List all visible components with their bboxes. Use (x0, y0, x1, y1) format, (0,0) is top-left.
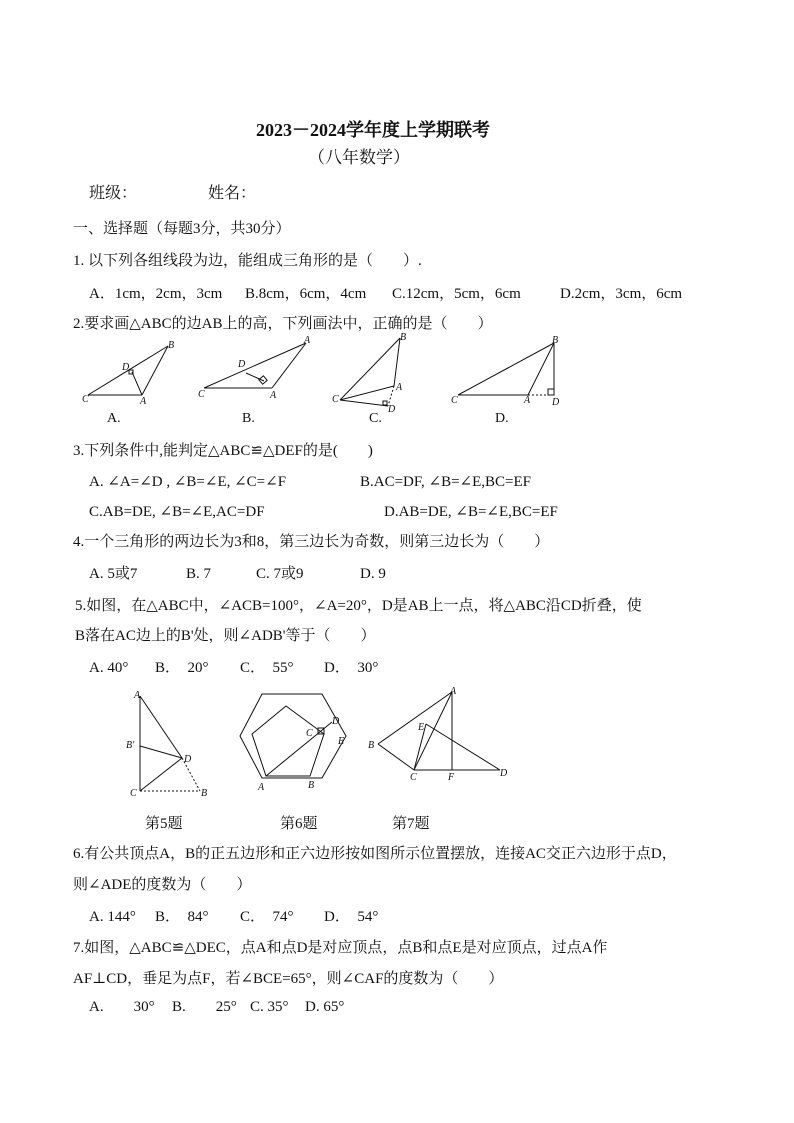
q3-option-a: A. ∠A=∠D , ∠B=∠E, ∠C=∠F (89, 474, 287, 490)
svg-text:E: E (418, 722, 425, 733)
svg-text:C: C (332, 394, 339, 405)
svg-text:B: B (168, 340, 175, 351)
q2-label-c: C. (369, 411, 382, 426)
q7-option-d: D. 65° (305, 999, 345, 1015)
svg-text:C: C (410, 772, 417, 783)
svg-text:C: C (306, 728, 313, 739)
svg-text:A: A (270, 390, 277, 401)
q4-stem: 4.一个三角形的两边长为3和8，第三边长为奇数，则第三边长为（ ） (73, 534, 550, 550)
svg-text:D: D (388, 404, 396, 415)
caption-q6: 第6题 (280, 816, 318, 832)
q6-option-d: D． 54° (324, 909, 379, 925)
q7-option-c: C. 35° (250, 999, 289, 1015)
q4-option-b: B. 7 (186, 566, 212, 582)
q6-stem-line1: 6.有公共顶点A，B的正五边形和正六边形按如图所示位置摆放，连接AC交正六边形于点D， (73, 846, 677, 862)
svg-text:D: D (184, 754, 192, 765)
q7-figure-icon (368, 686, 518, 786)
q5-option-c: C． 55° (240, 660, 294, 676)
svg-text:B: B (201, 788, 208, 799)
svg-text:F: F (448, 772, 455, 783)
q2-label-b: B. (242, 411, 255, 426)
q5-option-b: B． 20° (155, 660, 209, 676)
q3-option-c: C.AB=DE, ∠B=∠E,AC=DF (89, 504, 265, 520)
q2-label-a: A. (107, 411, 121, 426)
q7-stem-line1: 7.如图，△ABC≌△DEC，点A和点D是对应顶点，点B和点E是对应顶点，过点A作 (73, 940, 608, 956)
svg-text:A: A (396, 382, 403, 393)
q6-option-a: A. 144° (89, 909, 136, 925)
svg-text:A: A (140, 396, 147, 407)
q2-figure-a-icon (80, 338, 190, 408)
name-label: 姓名： (208, 185, 257, 202)
svg-text:A: A (258, 782, 265, 793)
q4-option-c: C. 7或9 (256, 566, 304, 582)
q6-option-c: C． 74° (240, 909, 294, 925)
svg-text:B: B (552, 335, 559, 346)
svg-text:D: D (332, 716, 340, 727)
q5-stem-line1: 5.如图，在△ABC中，∠ACB=100°，∠A=20°，D是AB上一点，将△ABC沿CD折叠，使 (75, 598, 642, 614)
q1-stem: 1. 以下列各组线段为边，能组成三角形的是（ ）. (73, 253, 422, 269)
q7-stem-line2: AF⊥CD，垂足为点F，若∠BCE=65°，则∠CAF的度数为（ ） (73, 971, 504, 987)
q1-option-a: A．1cm，2cm，3cm (89, 286, 223, 302)
svg-text:C: C (451, 395, 458, 406)
class-label: 班级： (89, 185, 138, 202)
svg-text:B': B' (126, 740, 135, 751)
svg-text:D: D (552, 397, 560, 407)
q6-option-b: B． 84° (155, 909, 209, 925)
q6-stem-line2: 则∠ADE的度数为（ ） (73, 877, 252, 893)
q5-option-d: D． 30° (324, 660, 379, 676)
page-title: 2023－2024学年度上学期联考 (256, 120, 490, 140)
q5-option-a: A. 40° (89, 660, 129, 676)
q1-option-c: C.12cm，5cm，6cm (392, 286, 521, 302)
q2-label-d: D. (495, 411, 509, 426)
q5-stem-line2: B落在AC边上的B'处，则∠ADB'等于（ ） (75, 628, 376, 644)
svg-text:A: A (524, 395, 531, 406)
svg-text:A: A (450, 686, 457, 697)
q2-figure-b-icon (196, 335, 316, 405)
svg-text:C: C (198, 389, 205, 400)
q3-stem: 3.下列条件中,能判定△ABC≌△DEF的是( ) (73, 443, 373, 459)
svg-text:A: A (134, 690, 141, 701)
q3-option-d: D.AB=DE, ∠B=∠E,BC=EF (384, 504, 558, 520)
page-subtitle: （八年数学） (308, 148, 410, 167)
q1-option-b: B.8cm，6cm，4cm (245, 286, 367, 302)
svg-text:C: C (82, 394, 89, 405)
svg-text:B: B (368, 740, 375, 751)
section-heading: 一、选择题（每题3分，共30分） (73, 221, 291, 237)
caption-q5: 第5题 (145, 816, 183, 832)
q3-option-b: B.AC=DF, ∠B=∠E,BC=EF (360, 474, 532, 490)
q1-option-d: D.2cm，3cm，6cm (560, 286, 683, 302)
svg-text:A: A (304, 335, 311, 346)
svg-text:B: B (308, 780, 315, 791)
caption-q7: 第7题 (392, 816, 430, 832)
q7-option-b: B. 25° (172, 999, 237, 1015)
svg-text:D: D (500, 768, 508, 779)
svg-text:D: D (122, 362, 130, 373)
q5-figure-icon (124, 688, 216, 800)
svg-text:C: C (130, 788, 137, 799)
svg-text:E: E (338, 736, 345, 747)
q4-option-a: A. 5或7 (89, 566, 138, 582)
q2-figure-d-icon (448, 335, 573, 407)
q6-figure-icon (232, 688, 352, 794)
q2-figure-c-icon (330, 330, 410, 415)
q7-option-a: A. 30° (89, 999, 155, 1015)
q2-stem: 2.要求画△ABC的边AB上的高，下列画法中，正确的是（ ） (73, 316, 493, 332)
svg-text:D: D (238, 359, 246, 370)
svg-text:B: B (400, 332, 407, 343)
q4-option-d: D. 9 (360, 566, 386, 582)
